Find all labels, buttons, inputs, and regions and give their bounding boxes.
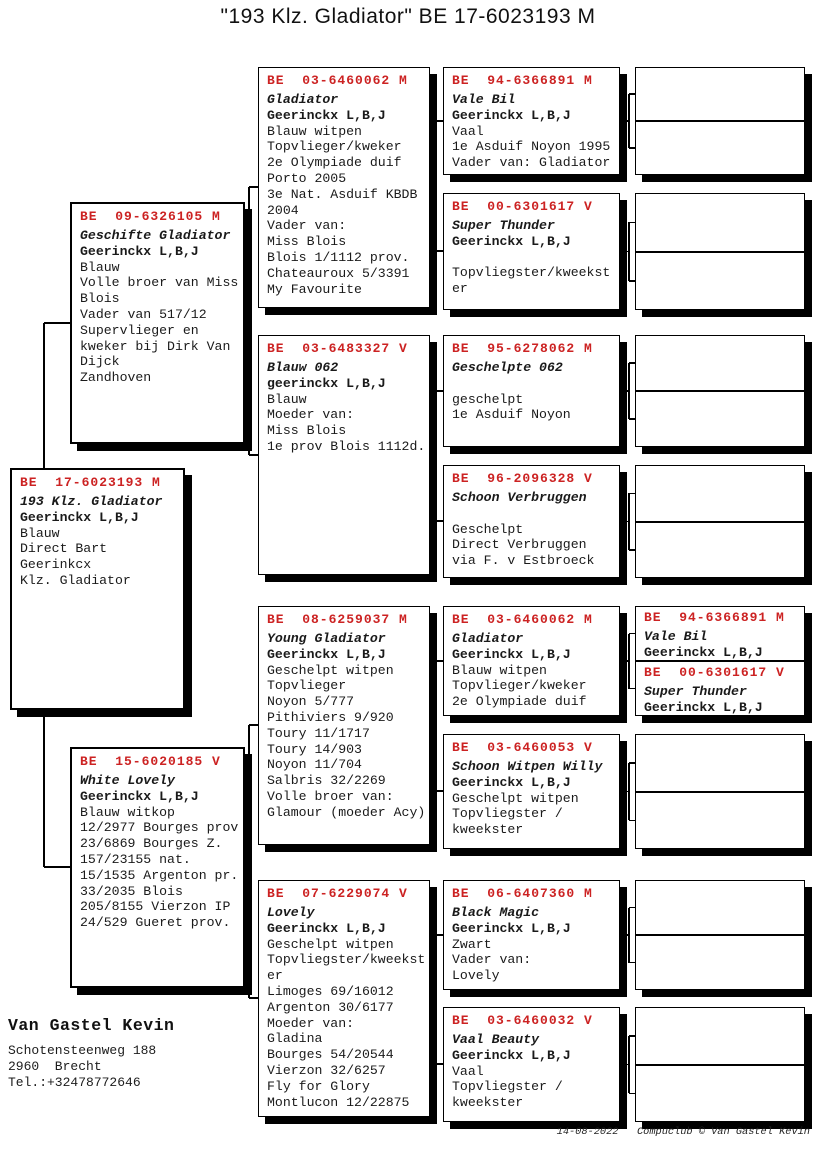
connector-line	[435, 520, 443, 522]
info-line: Klz. Gladiator	[20, 572, 131, 588]
info-line: 12/2977 Bourges prov	[80, 820, 239, 836]
breeder-name: Geerinckx L,B,J	[80, 243, 199, 259]
pedigree-box-empty	[636, 936, 804, 991]
connector-line	[435, 390, 443, 392]
connector-line	[249, 186, 258, 188]
connector-line	[44, 866, 70, 868]
info-line: kweker bij Dirk Van	[80, 338, 231, 354]
pedigree-box-great-grandparent-8	[443, 1007, 620, 1122]
info-line: 1e prov Blois 1112d.	[267, 438, 426, 454]
info-line: Topvlieger	[267, 678, 347, 694]
info-line: 3e Nat. Asduif KBDB	[267, 186, 418, 202]
pedigree-box-empty	[636, 1066, 804, 1123]
connector-line	[435, 250, 443, 252]
bird-name: Schoon Witpen Willy	[452, 759, 603, 774]
breeder-name: Geerinckx L,B,J	[267, 107, 386, 123]
pedigree-pair-2	[635, 193, 805, 310]
pedigree-pair-5	[635, 606, 805, 716]
breeder-name: Geerinckx L,B,J	[452, 646, 571, 662]
pedigree-box-great-grandparent-7	[443, 880, 620, 990]
pedigree-pair-3	[635, 335, 805, 447]
info-line: Pithiviers 9/920	[267, 709, 394, 725]
bird-name: Lovely	[267, 905, 315, 920]
connector-line	[628, 94, 630, 148]
info-line: Noyon 11/704	[267, 757, 362, 773]
info-line: Topvliegster/kweekst	[452, 265, 611, 281]
info-line: Topvliegster /	[452, 1079, 563, 1095]
bird-name: Geschifte Gladiator	[80, 228, 231, 243]
bird-name: Vale Bil	[644, 629, 708, 644]
info-line: Direct Verbruggen	[452, 537, 587, 553]
pedigree-box-dam	[70, 747, 245, 988]
info-line: er	[452, 281, 468, 297]
info-line: Topvliegster/kweekst	[267, 952, 426, 968]
info-line: 1e Asduif Noyon 1995	[452, 139, 611, 155]
ring-number: BE 08-6259037 M	[267, 612, 408, 627]
pedigree-box-subject	[10, 468, 185, 710]
ring-number: BE 03-6460062 M	[452, 612, 593, 627]
ring-number: BE 03-6483327 V	[267, 341, 408, 356]
connector-line	[435, 120, 443, 122]
info-line: Lovely	[452, 968, 500, 984]
breeder-name: Geerinckx L,B,J	[452, 774, 571, 790]
ring-number: BE 03-6460062 M	[267, 73, 408, 88]
pedigree-pair-6	[635, 734, 805, 849]
bird-name: Gladiator	[267, 92, 339, 107]
pedigree-box-great-grandparent-1	[443, 67, 620, 175]
info-line: Geschelpt witpen	[267, 662, 394, 678]
info-line: Geschelpt	[452, 521, 524, 537]
info-line: 23/6869 Bourges Z.	[80, 836, 223, 852]
info-line	[444, 250, 619, 266]
info-line: Blauw	[267, 391, 307, 407]
connector-line	[43, 710, 45, 867]
info-line: Topvlieger/kweker	[267, 139, 402, 155]
bird-name: Schoon Verbruggen	[452, 490, 587, 505]
info-line: Geerinkcx	[20, 557, 92, 573]
info-line: Blauw witpen	[452, 662, 547, 678]
pedigree-box-empty	[636, 122, 804, 176]
breeder-name: Geerinckx L,B,J	[644, 644, 763, 660]
info-line: Vierzon 32/6257	[267, 1062, 386, 1078]
ring-number: BE 09-6326105 M	[80, 209, 221, 224]
connector-line	[435, 1063, 443, 1065]
info-line: Gladina	[267, 1031, 323, 1047]
connector-line	[628, 493, 630, 550]
info-line: Blauw witkop	[80, 804, 175, 820]
info-line: Toury 11/1717	[267, 725, 370, 741]
info-line: Miss Blois	[267, 234, 347, 250]
connector-line	[43, 323, 45, 468]
pedigree-box-empty	[636, 68, 804, 122]
breeder-name: Geerinckx L,B,J	[452, 1047, 571, 1063]
info-line: Moeder van:	[267, 407, 355, 423]
info-line: Blauw	[80, 259, 120, 275]
info-line: Blauw witpen	[267, 123, 362, 139]
info-line: 205/8155 Vierzon IP	[80, 899, 231, 915]
info-line: Vader van: Gladiator	[452, 155, 611, 171]
breeder-name: geerinckx L,B,J	[267, 375, 386, 391]
bird-name: White Lovely	[80, 773, 175, 788]
info-line: Blois 1/1112 prov.	[267, 249, 410, 265]
pedigree-box-empty	[636, 253, 804, 311]
info-line: 2e Olympiade duif	[267, 155, 402, 171]
info-line: 2004	[267, 202, 299, 218]
owner-phone: Tel.:+32478772646	[8, 1074, 141, 1090]
info-line: Vaal	[452, 1063, 484, 1079]
pedigree-box-empty	[636, 523, 804, 579]
breeder-name	[444, 506, 619, 522]
info-line: Toury 14/903	[267, 741, 362, 757]
info-line: 33/2035 Blois	[80, 883, 183, 899]
pedigree-box-empty	[636, 336, 804, 392]
pedigree-box-empty	[636, 392, 804, 448]
pedigree-box-empty	[636, 466, 804, 523]
connector-line	[44, 322, 70, 324]
connector-line	[249, 454, 258, 456]
pedigree-box-great-grandparent-3	[443, 335, 620, 447]
bird-name: Vale Bil	[452, 92, 516, 107]
ring-number: BE 00-6301617 V	[644, 665, 785, 680]
ring-number: BE 95-6278062 M	[452, 341, 593, 356]
bird-name: Young Gladiator	[267, 631, 386, 646]
bird-name: Blauw 062	[267, 360, 339, 375]
info-line: 15/1535 Argenton pr.	[80, 867, 239, 883]
info-line: Porto 2005	[267, 170, 347, 186]
connector-line	[434, 661, 436, 791]
info-line: Zwart	[452, 936, 492, 952]
info-line: Chateauroux 5/3391	[267, 265, 410, 281]
info-line: Vader van:	[452, 952, 532, 968]
breeder-name	[444, 376, 619, 392]
connector-line	[628, 222, 630, 281]
info-line: Salbris 32/2269	[267, 773, 386, 789]
ring-number: BE 03-6460053 V	[452, 740, 593, 755]
info-line: Geschelpt witpen	[452, 790, 579, 806]
breeder-name: Geerinckx L,B,J	[452, 107, 571, 123]
connector-line	[628, 1036, 630, 1094]
connector-line	[434, 391, 436, 521]
pedigree-box-gggp-g4b	[636, 662, 804, 717]
pedigree-pair-4	[635, 465, 805, 578]
pedigree-box-grandparent-4	[258, 880, 430, 1117]
info-line: Argenton 30/6177	[267, 999, 394, 1015]
pedigree-pair-8	[635, 1007, 805, 1122]
connector-line	[628, 908, 630, 963]
info-line: Glamour (moeder Acy)	[267, 804, 426, 820]
pedigree-box-gggp-g4a	[636, 607, 804, 662]
owner-name: Van Gastel Kevin	[8, 1016, 175, 1035]
ring-number: BE 03-6460032 V	[452, 1013, 593, 1028]
ring-number: BE 17-6023193 M	[20, 475, 161, 490]
info-line: Moeder van:	[267, 1015, 355, 1031]
info-line: My Favourite	[267, 281, 362, 297]
info-line: Blois	[80, 291, 120, 307]
connector-line	[248, 725, 250, 998]
info-line: er	[267, 968, 283, 984]
info-line: 24/529 Gueret prov.	[80, 915, 231, 931]
connector-line	[249, 997, 258, 999]
connector-line	[434, 121, 436, 251]
info-line: Fly for Glory	[267, 1078, 370, 1094]
pedigree-box-great-grandparent-5	[443, 606, 620, 716]
ring-number: BE 96-2096328 V	[452, 471, 593, 486]
pedigree-pair-7	[635, 880, 805, 990]
connector-line	[628, 634, 630, 689]
pedigree-box-great-grandparent-6	[443, 734, 620, 849]
credit-text: Compuclub © Van Gastel Kevin	[618, 1126, 810, 1138]
info-line: Vader van 517/12	[80, 306, 207, 322]
pedigree-box-empty	[636, 735, 804, 793]
info-line: via F. v Estbroeck	[452, 553, 595, 569]
info-line: Vader van:	[267, 218, 347, 234]
info-line: Limoges 69/16012	[267, 983, 394, 999]
info-line: Geschelpt witpen	[267, 936, 394, 952]
info-line: kweekster	[452, 822, 524, 838]
breeder-name: Geerinckx L,B,J	[452, 920, 571, 936]
info-line: Supervlieger en	[80, 322, 199, 338]
connector-line	[435, 660, 443, 662]
bird-name: Vaal Beauty	[452, 1032, 540, 1047]
pedigree-box-empty	[636, 1008, 804, 1066]
bird-name: Geschelpte 062	[452, 360, 563, 375]
page-title: "193 Klz. Gladiator" BE 17-6023193 M	[220, 5, 596, 28]
bird-name: Super Thunder	[452, 218, 555, 233]
info-line: Dijck	[80, 354, 120, 370]
owner-address-city: 2960 Brecht	[8, 1058, 102, 1074]
info-line: Montlucon 12/22875	[267, 1094, 410, 1110]
info-line: Blauw	[20, 525, 60, 541]
bird-name: Black Magic	[452, 905, 540, 920]
info-line: Volle broer van:	[267, 788, 394, 804]
info-line: Topvlieger/kweker	[452, 678, 587, 694]
info-line: Noyon 5/777	[267, 694, 355, 710]
connector-line	[628, 763, 630, 821]
pedigree-box-empty	[636, 793, 804, 850]
bird-name: Super Thunder	[644, 684, 747, 699]
pedigree-box-empty	[636, 194, 804, 253]
info-line: 157/23155 nat.	[80, 851, 191, 867]
ring-number: BE 07-6229074 V	[267, 886, 408, 901]
ring-number: BE 94-6366891 M	[452, 73, 593, 88]
ring-number: BE 15-6020185 V	[80, 754, 221, 769]
pedigree-box-grandparent-3	[258, 606, 430, 845]
pedigree-box-grandparent-1	[258, 67, 430, 308]
connector-line	[248, 187, 250, 455]
ring-number: BE 00-6301617 V	[452, 199, 593, 214]
pedigree-box-sire	[70, 202, 245, 444]
info-line: Miss Blois	[267, 423, 347, 439]
bird-name: Gladiator	[452, 631, 524, 646]
info-line: geschelpt	[452, 391, 524, 407]
breeder-name: Geerinckx L,B,J	[267, 920, 386, 936]
info-line: kweekster	[452, 1095, 524, 1111]
pedigree-pair-1	[635, 67, 805, 175]
connector-line	[434, 935, 436, 1064]
bird-name: 193 Klz. Gladiator	[20, 494, 163, 509]
breeder-name: Geerinckx L,B,J	[80, 788, 199, 804]
info-line: Volle broer van Miss	[80, 275, 239, 291]
ring-number: BE 06-6407360 M	[452, 886, 593, 901]
breeder-name: Geerinckx L,B,J	[452, 233, 571, 249]
pedigree-box-great-grandparent-4	[443, 465, 620, 578]
info-line: Direct Bart	[20, 541, 108, 557]
print-date: 14-08-2022	[556, 1126, 619, 1138]
footer-credit	[557, 1126, 810, 1138]
pedigree-box-great-grandparent-2	[443, 193, 620, 310]
connector-line	[435, 790, 443, 792]
owner-block	[8, 1016, 174, 1091]
breeder-name: Geerinckx L,B,J	[267, 646, 386, 662]
breeder-name: Geerinckx L,B,J	[644, 699, 763, 715]
connector-line	[628, 363, 630, 419]
info-line: Topvliegster /	[452, 806, 563, 822]
info-line: 1e Asduif Noyon	[452, 407, 571, 423]
info-line: Zandhoven	[80, 370, 152, 386]
info-line: 2e Olympiade duif	[452, 694, 587, 710]
info-line: Vaal	[452, 123, 484, 139]
ring-number: BE 94-6366891 M	[644, 610, 785, 625]
owner-address-street: Schotensteenweg 188	[8, 1043, 157, 1058]
pedigree-box-empty	[636, 881, 804, 936]
connector-line	[249, 724, 258, 726]
info-line: Bourges 54/20544	[267, 1047, 394, 1063]
breeder-name: Geerinckx L,B,J	[20, 509, 139, 525]
pedigree-box-grandparent-2	[258, 335, 430, 575]
connector-line	[435, 934, 443, 936]
